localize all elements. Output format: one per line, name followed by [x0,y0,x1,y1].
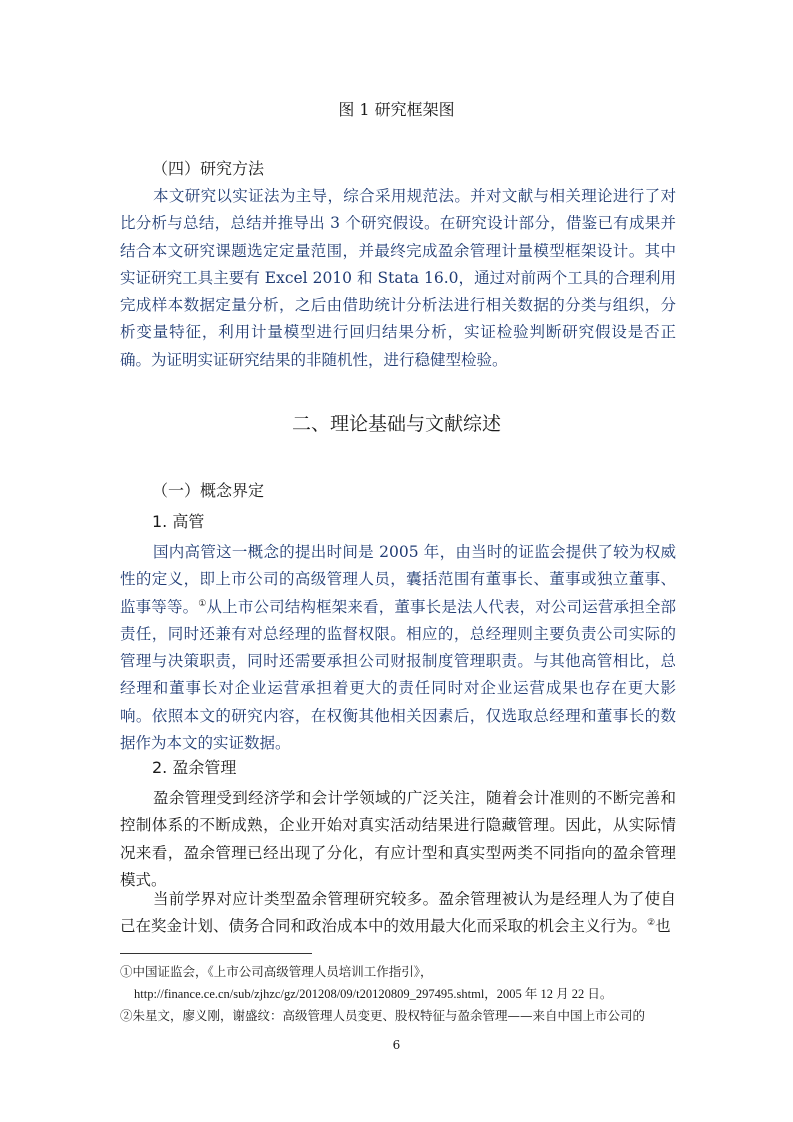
earnings-text-1: 盈余管理受到经济学和会计学领域的广泛关注，随着会计准则的不断完善和控制体系的不断成熟，企业开始对真实活动结果进行隐藏管理。因此，从实际情况来看，盈余管理已经出现了分化，有应计型和真实型两类不同指向的盈余管理模式。 [120,789,676,889]
figure-caption: 图 1 研究框架图 [338,100,455,119]
executives-paragraph [120,539,676,757]
chapter-title: 二、理论基础与文献综述 [291,413,501,435]
footnote-divider [120,953,312,954]
earnings-management-paragraph-1 [120,785,676,894]
executives-heading: 1. 高管 [152,512,205,531]
executives-text-b: 从上市公司结构框架来看，董事长是法人代表，对公司运营承担全部责任，同时还兼有对总经理的监督权限。相应的，总经理则主要负责公司实际的管理与决策职责，同时还需要承担公司财报制度管理职责。与其他高管相比，总经理和董事长对企业运营承担着更大的责任同时对企业运营成果也存在更大影响。依照本文的研究内容，在权衡其他相关因素后，仅选取总经理和董事长的数据作为本文的实证数据。 [120,597,676,753]
research-method-paragraph [120,183,676,374]
earnings-text-tail: 也 [655,917,671,936]
footnote-ref-1[interactable]: ① [198,598,207,609]
footnote-1-url[interactable]: http://finance.ce.cn/sub/zjhzc/gz/201208/09/t20120809_297495.shtml，2005 年 12 月 22 日。 [134,987,613,1001]
executives-text-a: 国内高管这一概念的提出时间是 2005 年，由当时的证监会提供了较为权威性的定义，即上市公司的高级管理人员，囊括范围有董事长、董事或独立董事、监事等等。 [120,543,676,616]
footnote-1: ①中国证监会，《上市公司高级管理人员培训工作指引》， [120,964,433,979]
concepts-heading: （一）概念界定 [152,481,265,500]
earnings-text-2: 当前学界对应计类型盈余管理研究较多。盈余管理被认为是经理人为了使自己在奖金计划、债务合同和政治成本中的效用最大化而采取的机会主义行为。 [120,890,676,936]
footnote-2: ②朱星文，廖义刚，谢盛纹：高级管理人员变更、股权特征与盈余管理——来自中国上市公司的 [120,1008,646,1023]
research-method-heading: （四）研究方法 [152,159,265,178]
page-number: 6 [392,1038,401,1052]
earnings-management-paragraph-2 [120,886,676,941]
footnote-ref-2[interactable]: ② [647,918,656,929]
research-method-text: 本文研究以实证法为主导，综合采用规范法。并对文献与相关理论进行了对比分析与总结，总结并推导出 3 个研究假设。在研究设计部分，借鉴已有成果并结合本文研究课题选定定量范围，并最终完成盈余管理计量模型框架设计。其中实证研究工具主要有 Excel 2010 和 Stata 16.0，通过对前两个工具的合理利用完成样本数据定量分析，之后由借助统计分析法进行相关数据的分类与组织，分析变量特征，利用计量模型进行回归结果分析，实证检验判断研究假设是否正确。为证明实证研究结果的非随机性，进行稳健型检验。 [120,187,676,369]
earnings-management-heading: 2. 盈余管理 [152,758,237,777]
